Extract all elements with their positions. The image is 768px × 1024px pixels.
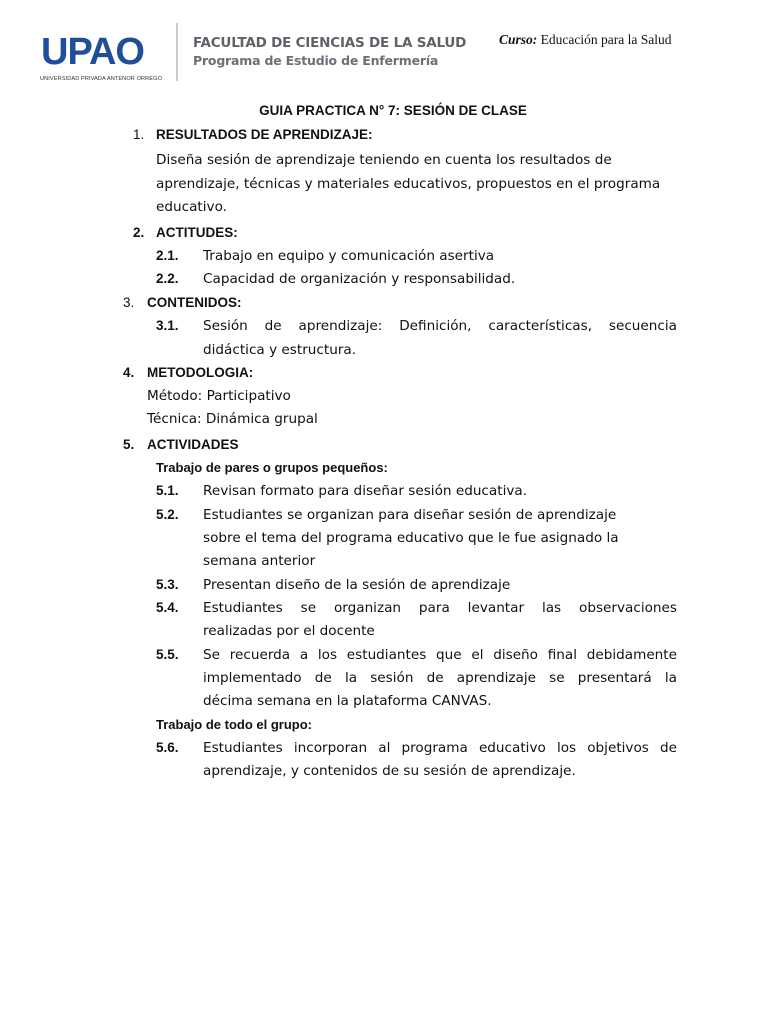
course-info <box>499 32 671 48</box>
item-text-line: Estudiantes incorporan al programa educativo los objetivos de <box>203 740 677 756</box>
item-number: 5.1. <box>156 483 179 498</box>
method-line: Método: Participativo <box>147 388 291 404</box>
item-text-line: semana anterior <box>203 553 316 569</box>
section-5-heading: ACTIVIDADES <box>147 437 239 452</box>
section-1-text-line: Diseña sesión de aprendizaje teniendo en cuenta los resultados de <box>156 152 612 168</box>
course-value: Educación para la Salud <box>540 32 672 47</box>
item-text-line-wrap <box>203 668 677 688</box>
item-text-line: sobre el tema del programa educativo que le fue asignado la <box>203 530 619 546</box>
item-text-line: Estudiantes se organizan para levantar las observaciones <box>203 600 677 616</box>
section-1-text-line: aprendizaje, técnicas y materiales educativos, propuestos en el programa <box>156 176 661 192</box>
item-text-line: Revisan formato para diseñar sesión educativa. <box>203 483 528 499</box>
faculty-name: FACULTAD DE CIENCIAS DE LA SALUD <box>193 35 467 51</box>
item-number: 5.5. <box>156 647 179 662</box>
section-3-heading: CONTENIDOS: <box>147 295 242 310</box>
item-text-line: realizadas por el docente <box>203 623 375 639</box>
item-text-line: Estudiantes se organizan para diseñar sesión de aprendizaje <box>203 507 617 523</box>
item-text-line: décima semana en la plataforma CANVAS. <box>203 693 492 709</box>
item-text: Trabajo en equipo y comunicación asertiva <box>203 248 495 264</box>
item-text-line: didáctica y estructura. <box>203 342 357 358</box>
item-text-line-wrap <box>203 316 677 336</box>
item-text: Capacidad de organización y responsabilidad. <box>203 271 516 287</box>
item-number: 5.3. <box>156 577 179 592</box>
section-4-heading: METODOLOGIA: <box>147 365 254 380</box>
upao-logo <box>36 30 166 86</box>
item-text-line-wrap <box>203 645 677 665</box>
logo-subtitle: UNIVERSIDAD PRIVADA ANTENOR ORREGO <box>40 76 163 82</box>
subheading-group: Trabajo de todo el grupo: <box>156 717 312 732</box>
item-number: 3.1. <box>156 318 179 333</box>
section-1-number: 1. <box>133 127 145 142</box>
document-header <box>36 20 736 86</box>
page-title: GUIA PRACTICA N° 7: SESIÓN DE CLASE <box>259 103 527 118</box>
item-number: 5.4. <box>156 600 179 615</box>
header-divider <box>176 23 178 81</box>
section-4-number: 4. <box>123 365 135 380</box>
subheading-pairs: Trabajo de pares o grupos pequeños: <box>156 460 388 475</box>
technique-line: Técnica: Dinámica grupal <box>147 411 318 427</box>
item-text-line: implementado de la sesión de aprendizaje se presentará la <box>203 670 677 686</box>
program-name: Programa de Estudio de Enfermería <box>193 53 439 68</box>
item-text-line: Presentan diseño de la sesión de aprendizaje <box>203 577 511 593</box>
item-text-line: Sesión de aprendizaje: Definición, características, secuencia <box>203 318 677 334</box>
item-text-line: aprendizaje, y contenidos de su sesión de aprendizaje. <box>203 763 576 779</box>
section-3-number: 3. <box>123 295 135 310</box>
section-1-text-line: educativo. <box>156 199 227 215</box>
course-label: Curso: <box>499 32 538 47</box>
section-5-number: 5. <box>123 437 135 452</box>
section-2-heading: ACTITUDES: <box>156 225 238 240</box>
item-text-line-wrap <box>203 598 677 618</box>
logo-wordmark: UPAO <box>41 31 144 73</box>
section-2-number: 2. <box>133 225 145 240</box>
item-number: 5.2. <box>156 507 179 522</box>
item-number: 2.2. <box>156 271 179 286</box>
section-1-heading: RESULTADOS DE APRENDIZAJE: <box>156 127 373 142</box>
item-text-line: Se recuerda a los estudiantes que el diseño final debidamente <box>203 647 677 663</box>
item-number: 2.1. <box>156 248 179 263</box>
item-text-line-wrap <box>203 738 677 758</box>
item-number: 5.6. <box>156 740 179 755</box>
